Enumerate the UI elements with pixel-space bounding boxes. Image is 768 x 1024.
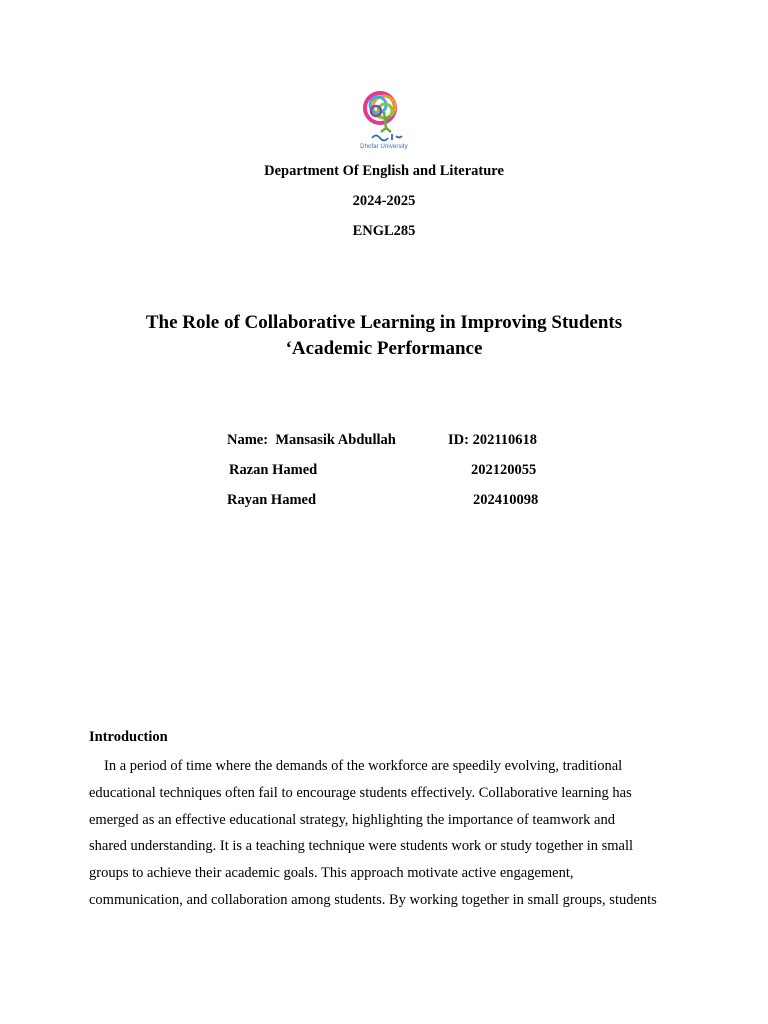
document-title (110, 310, 658, 362)
logo-caption: Dhofar University (360, 144, 408, 150)
paragraph-line: communication, and collaboration among students. By working together in small groups, students (89, 891, 657, 908)
member-name-3: Rayan Hamed (227, 492, 317, 508)
paragraph-line: emerged as an effective educational strategy, highlighting the importance of teamwork and (89, 811, 615, 828)
academic-year: 2024-2025 (352, 193, 416, 209)
department-name: Department Of English and Literature (264, 163, 504, 179)
paragraph-line: groups to achieve their academic goals. This approach motivate active engagement, (89, 865, 574, 882)
member-id-3: 202410098 (473, 492, 539, 508)
introduction-paragraph (89, 753, 689, 914)
title-line-2: ‘Academic Performance (285, 338, 483, 359)
paragraph-line: shared understanding. It is a teaching technique were students work or study together in small (89, 838, 634, 855)
member-name-2: Razan Hamed (229, 462, 318, 478)
introduction-heading: Introduction (89, 729, 168, 745)
university-logo-icon (354, 86, 414, 146)
course-code: ENGL285 (352, 223, 416, 239)
member-id-1 (448, 431, 537, 449)
member-name-1 (227, 431, 396, 449)
member-name: Mansasik Abdullah (275, 432, 396, 448)
id-label: ID: (448, 432, 469, 448)
name-label: Name: (227, 432, 269, 448)
member-id: 202110618 (472, 432, 538, 448)
paragraph-line: In a period of time where the demands of the workforce are speedily evolving, traditional (104, 758, 623, 774)
university-logo (328, 86, 440, 154)
paragraph-line: educational techniques often fail to encourage students effectively. Collaborative learning has (89, 784, 632, 801)
title-line-1: The Role of Collaborative Learning in Improving Students (145, 312, 623, 333)
member-id-2: 202120055 (471, 462, 537, 478)
